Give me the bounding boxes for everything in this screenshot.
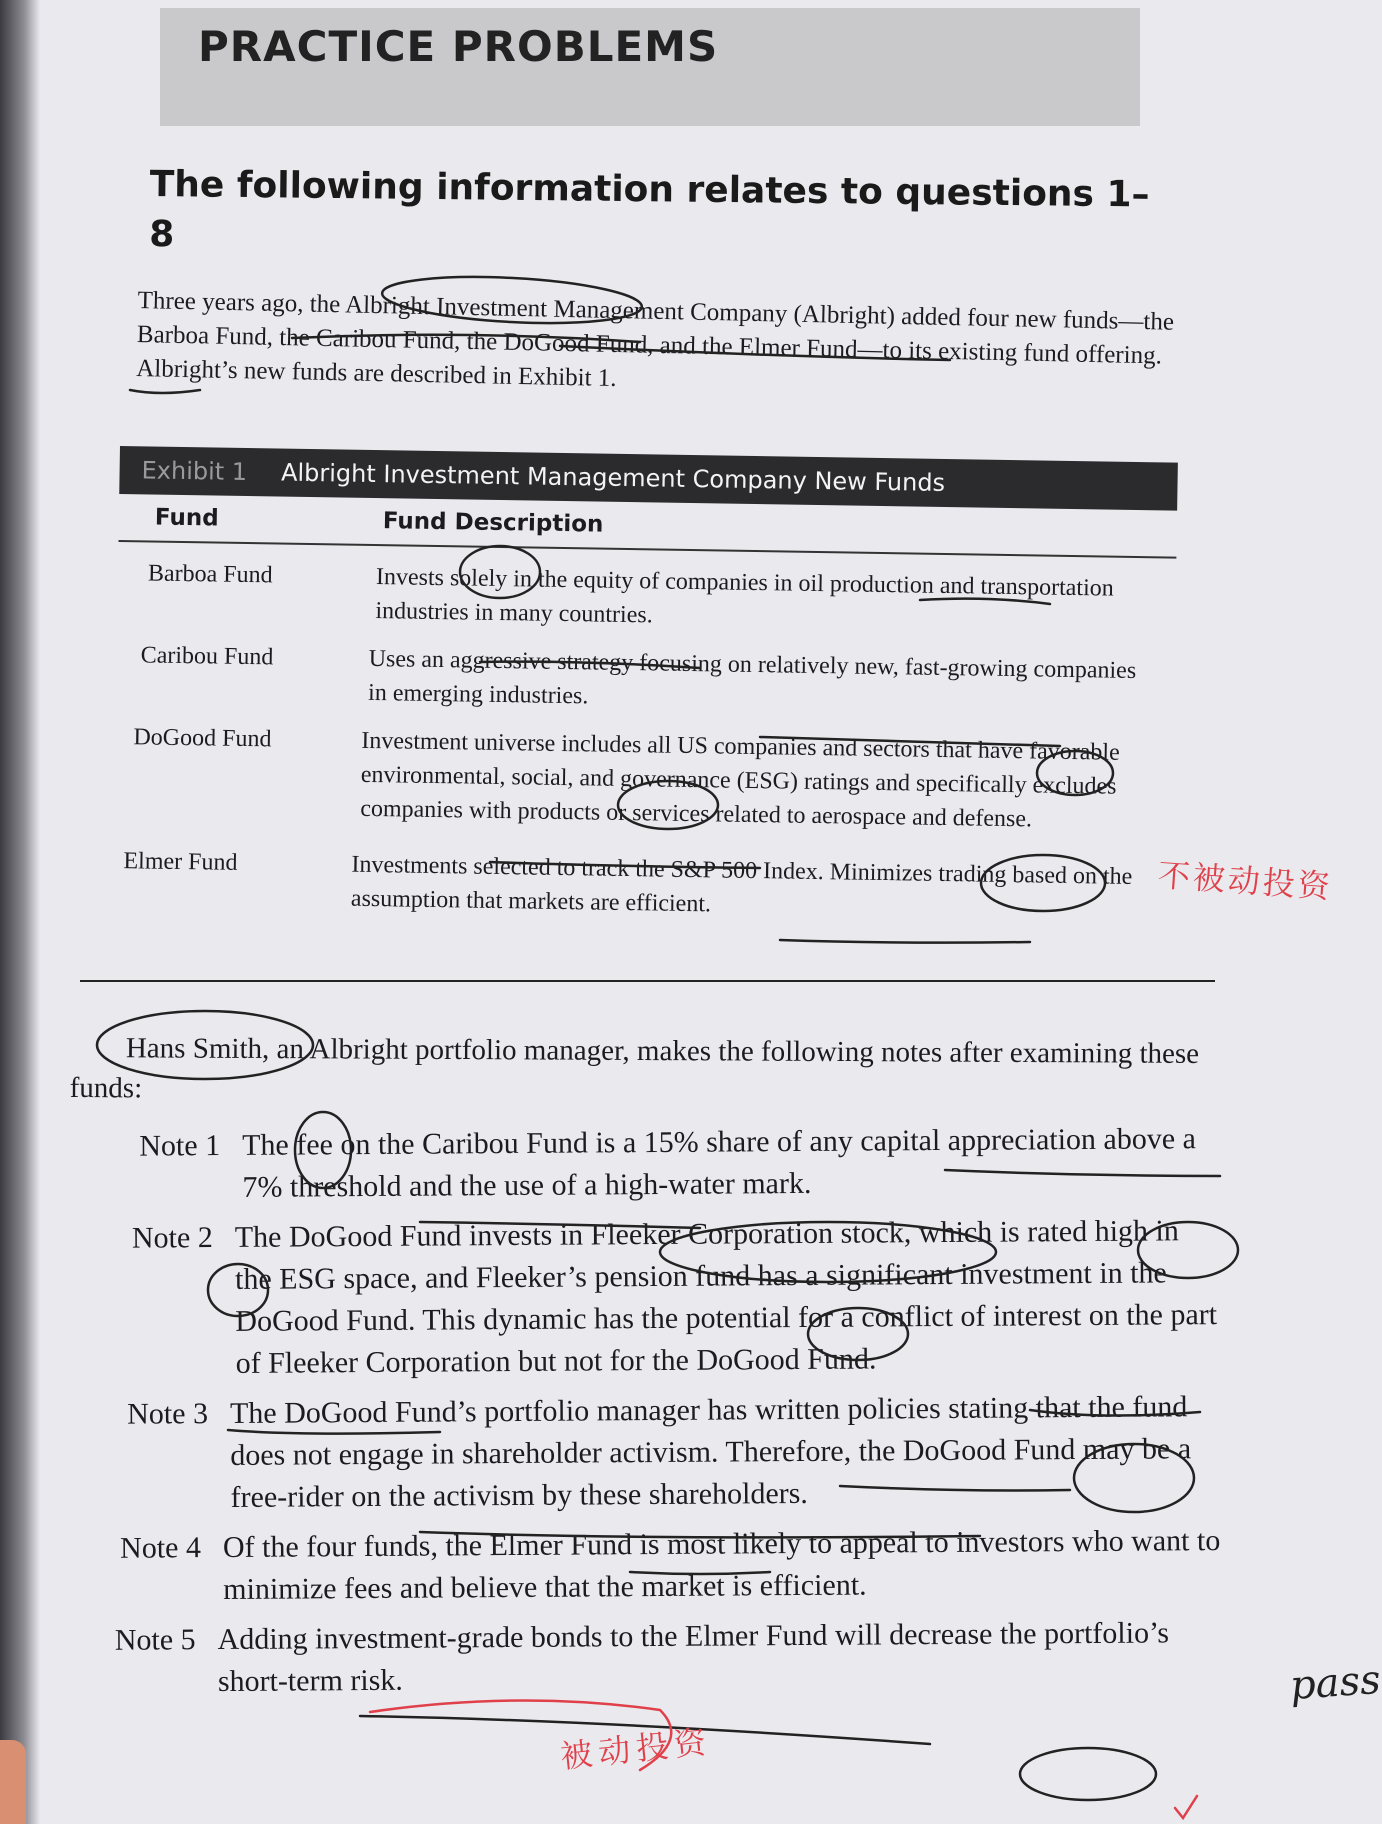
note-text: Adding investment-grade bonds to the Elmer Fund will decrease the portfolio’s short-term risk. [217,1616,1170,1699]
note-text: The DoGood Fund invests in Fleeker Corporation stock, which is rated high in the ESG space, and Fleeker’s pension fund has a significant investment in the DoGood Fund. This dynamic has the potential for a conflict of interest on the part of Fleeker Corporation but not for the DoGood Fund. [234,1214,1218,1380]
table-row [110,624,1175,723]
exhibit-table [113,446,1178,929]
fund-description: Invests solely in the equity of companies in oil production and transportation industries in many countries. [375,564,1114,629]
note-label: Note 5 [114,1623,196,1657]
column-header-fund: Fund [154,504,219,532]
exhibit-label: Exhibit 1 [141,456,248,486]
fund-name: DoGood Fund [133,724,272,753]
fund-name: Barboa Fund [147,560,273,589]
note-item [80,1118,1261,1210]
exhibit-title: Albright Investment Management Company New Funds [280,458,946,497]
table-row [102,706,1174,839]
column-header-description: Fund Description [382,508,604,538]
underline-annotation [780,940,1030,943]
page-edge-shadow [0,0,40,1824]
finger-edge [0,1740,26,1824]
note-text: The DoGood Fund’s portfolio manager has written policies stating that the fund does not engage in shareholder activism. Therefore, the DoGood Fund may be a free-rider on the activism by these shareholders. [229,1390,1192,1514]
handwritten-pass-note: pass [1288,1656,1382,1710]
note-text: Of the four funds, the Elmer Fund is most likely to appeal to investors who want to minimize fees and believe that the market is efficient. [222,1524,1221,1607]
note-text: The fee on the Caribou Fund is a 15% share of any capital appreciation above a 7% threshold and the use of a high-water mark. [242,1122,1197,1204]
note-label: Note 2 [131,1221,213,1255]
fund-description: Investment universe includes all US companies and sectors that have favorable environmental, social, and governance (ESG) ratings and specifically excludes companies with products or services related to aerospace and defense. [360,727,1120,833]
exhibit-bottom-rule [80,980,1215,982]
note-label: Note 3 [127,1397,209,1431]
note-item [61,1520,1264,1612]
red-checkmark [1175,1796,1197,1818]
note-label: Note 4 [120,1531,202,1565]
red-handwritten-note: 不被动投资 [1156,855,1334,907]
circle-annotation [1020,1748,1156,1800]
section-heading: The following information relates to questions 1–8 [149,163,1150,256]
fund-description: Uses an aggressive strategy focusing on relatively new, fast-growing companies in emerging industries. [367,645,1137,710]
note-item [73,1210,1262,1386]
intro-paragraph: Three years ago, the Albright Investment Management Company (Albright) added four new funds—the Barboa Fund, the Caribou Fund, the DoGood Fund, and the Elmer Fund—to its existing fund offering. Albright’s new funds are described in Exhibit 1. [135,286,1175,393]
table-row [93,822,1172,929]
note-item [55,1612,1264,1704]
underline-annotation [130,390,200,393]
fund-description: Investments selected to track the S&P 500 Index. Minimizes trading based on the assumption that markets are efficient. [350,851,1133,918]
note-label: Note 1 [139,1129,221,1163]
notes-list [80,1118,1264,1712]
fund-name: Caribou Fund [140,642,274,671]
table-row [117,542,1176,641]
notes-intro: Hans Smith, an Albright portfolio manager, makes the following notes after examining these funds: [69,1032,1200,1105]
page-title: PRACTICE PROBLEMS [198,22,719,71]
note-item [68,1386,1263,1520]
fund-name: Elmer Fund [123,848,238,876]
red-handwritten-note: 被动投资 [558,1722,714,1776]
